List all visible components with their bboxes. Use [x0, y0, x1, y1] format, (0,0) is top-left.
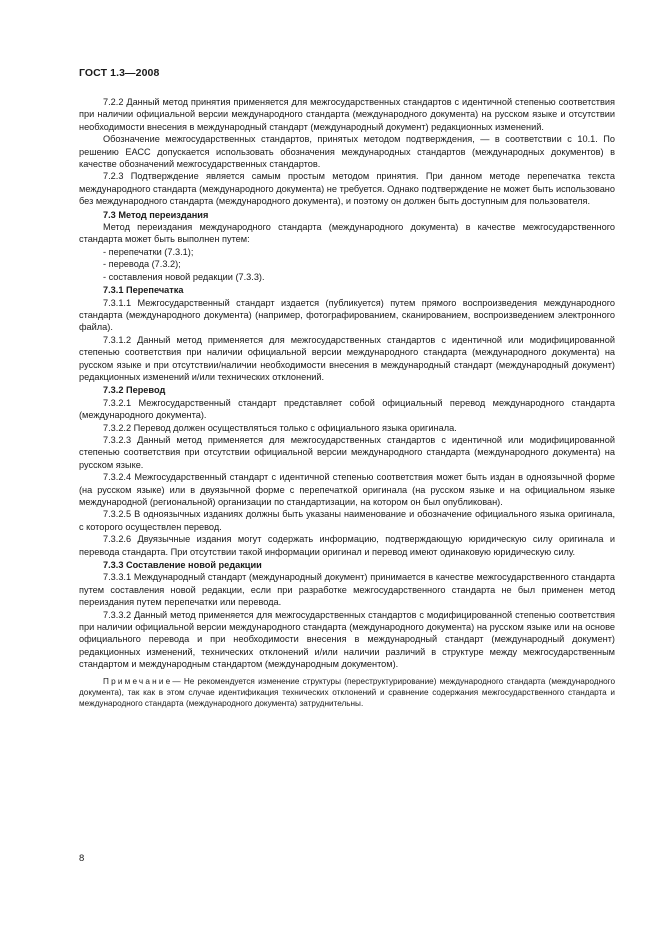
- list-item: - перепечатки (7.3.1);: [103, 246, 194, 257]
- paragraph: Обозначение межгосударственных стандартов, принятых методом подтверждения, — в соответствии с 10.1. По решению ЕАСС допускается использовать обозначения международных стандартов (международных документов) в качестве обозначений межгосударственных стандартов.: [79, 134, 615, 170]
- paragraph: 7.3.3.2 Данный метод применяется для межгосударственных стандартов с модифицированной степенью соответствия при наличии официальной версии международного стандарта (международного документа) на русском языке или на основе официального перевода и при необходимости внесения в международный стандарт (международный документ) редакционных изменений, технических отклонений и/или наличии различий в структуре между межгосударственным стандартом и международным стандартом (международным документом).: [79, 609, 615, 670]
- paragraph: 7.3.2.5 В одноязычных изданиях должны быть указаны наименование и обозначение официального языка оригинала, с которого осуществлен перевод.: [79, 509, 615, 532]
- page-number: 8: [79, 853, 85, 864]
- paragraph: 7.3.1.1 Межгосударственный стандарт издается (публикуется) путем прямого воспроизведения международного стандарта (международного документа) (например, фотографированием, сканированием, воспроизведением электронного файла).: [79, 297, 615, 333]
- paragraph: 7.3.1.2 Данный метод применяется для межгосударственных стандартов с идентичной или модифицированной степенью соответствия при наличии официальной версии международного стандарта (международного документа) на русском языке и при отсутствии/наличии необходимости внесения в международный стандарт (международный документ) редакционных изменений и/или технических отклонений.: [79, 334, 615, 382]
- section-heading: 7.3.2 Перевод: [103, 385, 166, 396]
- section-heading: 7.3.3 Составление новой редакции: [103, 560, 262, 571]
- paragraph: 7.3.2.4 Межгосударственный стандарт с идентичной степенью соответствия может быть издан в одноязычной форме (на русском языке) или в двуязычной форме с перепечаткой оригинала (на русском языке и на официальном языке международной (региональной) организации по стандартизации, на котором он был опубликован).: [79, 472, 615, 507]
- paragraph: 7.3.2.3 Данный метод применяется для межгосударственных стандартов с идентичной или модифицированной степенью соответствия при отсутствии официальной версии международного стандарта (международного документа) на русском языке.: [79, 434, 615, 470]
- note-text: — Не рекомендуется изменение структуры (переструктурирование) международного стандарта (международного документа), так как в этом случае идентификация технических отклонений и сравнение содержания межгосударственного стандарта и международного стандарта (международного документа) затруднительны.: [79, 676, 615, 709]
- paragraph: 7.3.2.6 Двуязычные издания могут содержать информацию, подтверждающую юридическую силу оригинала и перевода стандарта. При отсутствии такой информации оригинал и перевод имеют одинаковую юридическую силу.: [79, 534, 615, 557]
- list-item: - составления новой редакции (7.3.3).: [103, 271, 265, 282]
- paragraph: Метод переиздания международного стандарта (международного документа) в качестве межгосударственного стандарта может быть выполнен путем:: [79, 222, 615, 245]
- paragraph: 7.3.3.1 Международный стандарт (международный документ) принимается в качестве межгосударственного стандарта путем составления новой редакции, если при разработке межгосударственного стандарта не был применен метод переиздания путем перепечатки или перевода.: [79, 572, 615, 608]
- paragraph: 7.2.3 Подтверждение является самым простым методом принятия. При данном методе перепечатка текста международного стандарта (международного документа) не требуется. Однако подтверждение не может быть использовано без международного стандарта (международного документа), и поэтому он должен быть доступным для пользователя.: [79, 171, 615, 207]
- section-heading: 7.3 Метод переиздания: [103, 209, 209, 220]
- document-body: [79, 96, 615, 709]
- note-label: Примечание: [103, 676, 173, 686]
- paragraph: 7.3.2.1 Межгосударственный стандарт представляет собой официальный перевод международного стандарта (международного документа).: [79, 397, 615, 421]
- list-item: - перевода (7.3.2);: [103, 259, 181, 270]
- paragraph: 7.2.2 Данный метод принятия применяется для межгосударственных стандартов с идентичной степенью соответствия при наличии официальной версии международного стандарта (международного документа) на русском языке и отсутствии необходимости внесения в международный стандарт (международный документ) редакционных изменений.: [79, 97, 615, 132]
- section-heading: 7.3.1 Перепечатка: [103, 285, 184, 296]
- note-paragraph: [79, 676, 615, 710]
- paragraph: 7.3.2.2 Перевод должен осуществляться только с официального языка оригинала.: [103, 422, 457, 433]
- document-header: ГОСТ 1.3—2008: [79, 67, 160, 79]
